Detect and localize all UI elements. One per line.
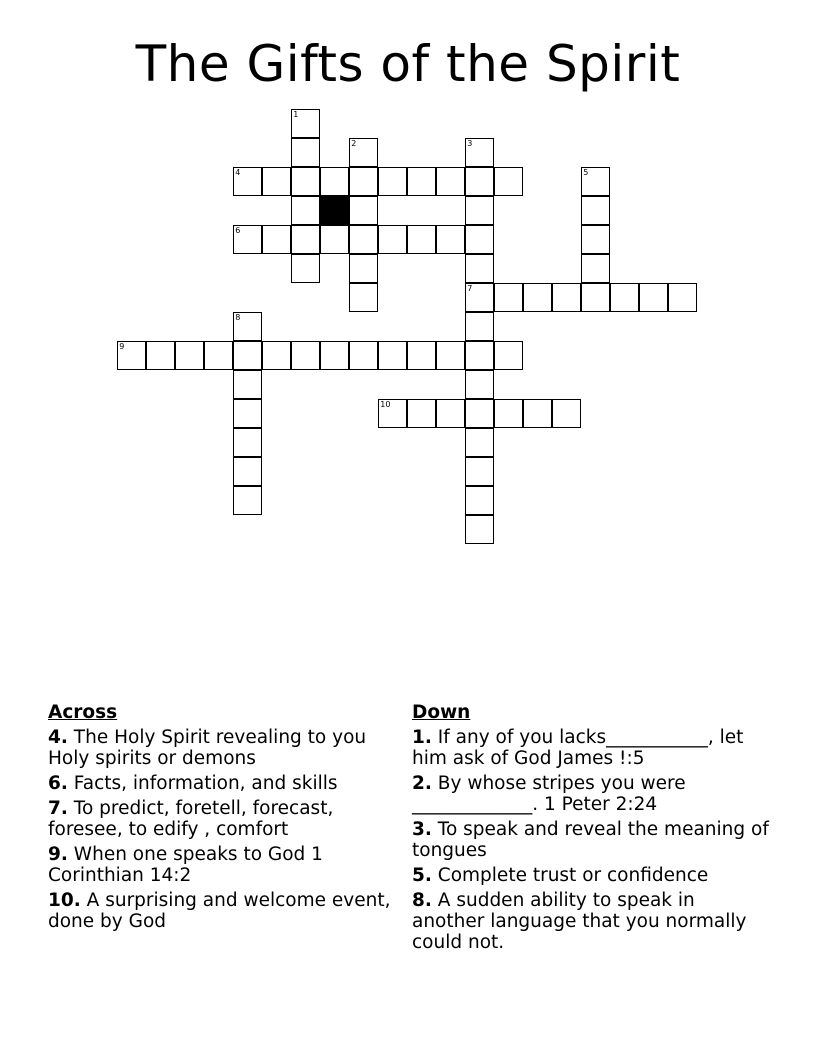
clue-number: 6.: [48, 773, 68, 794]
grid-cell[interactable]: [494, 341, 523, 370]
grid-cell[interactable]: [436, 341, 465, 370]
grid-cell[interactable]: [233, 341, 262, 370]
clue-across-4: [48, 727, 398, 769]
grid-cell[interactable]: [494, 283, 523, 312]
grid-cell[interactable]: [407, 399, 436, 428]
grid-cell[interactable]: [175, 341, 204, 370]
grid-cell[interactable]: [581, 196, 610, 225]
grid-cell[interactable]: [465, 254, 494, 283]
grid-cell[interactable]: [233, 370, 262, 399]
grid-cell[interactable]: [378, 167, 407, 196]
grid-cell[interactable]: [668, 283, 697, 312]
grid-cell[interactable]: [378, 399, 407, 428]
grid-cell[interactable]: [291, 225, 320, 254]
across-clues: [48, 702, 398, 936]
clue-across-6: [48, 773, 398, 794]
grid-cell[interactable]: [349, 341, 378, 370]
grid-cell[interactable]: [465, 196, 494, 225]
grid-cell[interactable]: [465, 283, 494, 312]
clue-down-8: [412, 890, 772, 953]
grid-cell[interactable]: [465, 225, 494, 254]
grid-cell[interactable]: [349, 196, 378, 225]
clue-number: 1.: [412, 727, 432, 748]
grid-cell[interactable]: [117, 341, 146, 370]
clue-number: 4.: [48, 727, 68, 748]
grid-cell[interactable]: [291, 138, 320, 167]
clue-number: 8.: [412, 890, 432, 911]
grid-cell[interactable]: [465, 399, 494, 428]
black-cell: [320, 196, 349, 225]
grid-cell[interactable]: [581, 225, 610, 254]
grid-cell[interactable]: [233, 457, 262, 486]
grid-cell[interactable]: [465, 370, 494, 399]
clue-number: 3.: [412, 819, 432, 840]
grid-cell[interactable]: [407, 167, 436, 196]
clue-text: Facts, information, and skills: [73, 773, 338, 794]
down-clues: [412, 702, 772, 957]
clue-text: When one speaks to God 1 Corinthian 14:2: [48, 844, 323, 886]
clue-text: To speak and reveal the meaning of tongues: [412, 819, 769, 861]
grid-cell[interactable]: [523, 283, 552, 312]
clue-text: To predict, foretell, forecast, foresee, to edify , comfort: [48, 798, 334, 840]
grid-cell[interactable]: [378, 341, 407, 370]
grid-cell[interactable]: [233, 399, 262, 428]
clue-number: 7.: [48, 798, 68, 819]
grid-cell[interactable]: [436, 225, 465, 254]
grid-cell[interactable]: [320, 167, 349, 196]
grid-cell[interactable]: [262, 167, 291, 196]
across-heading: Across: [48, 702, 118, 723]
grid-cell[interactable]: [436, 399, 465, 428]
grid-cell[interactable]: [233, 225, 262, 254]
grid-cell[interactable]: [146, 341, 175, 370]
clue-text: A sudden ability to speak in another language that you normally could not.: [412, 890, 747, 953]
grid-cell[interactable]: [349, 167, 378, 196]
grid-cell[interactable]: [291, 341, 320, 370]
grid-cell[interactable]: [320, 225, 349, 254]
grid-cell[interactable]: [610, 283, 639, 312]
clue-number-label: 7: [467, 284, 473, 294]
clue-number-label: 1: [293, 110, 299, 120]
grid-cell[interactable]: [233, 486, 262, 515]
grid-cell[interactable]: [465, 312, 494, 341]
grid-cell[interactable]: [581, 283, 610, 312]
grid-cell[interactable]: [349, 283, 378, 312]
grid-cell[interactable]: [349, 225, 378, 254]
grid-cell[interactable]: [552, 399, 581, 428]
clue-number-label: 5: [583, 168, 589, 178]
grid-cell[interactable]: [291, 254, 320, 283]
grid-cell[interactable]: [262, 341, 291, 370]
grid-cell[interactable]: [291, 109, 320, 138]
grid-cell[interactable]: [465, 167, 494, 196]
grid-cell[interactable]: [407, 341, 436, 370]
clue-number: 9.: [48, 844, 68, 865]
grid-cell[interactable]: [465, 457, 494, 486]
clue-across-7: [48, 798, 398, 840]
grid-cell[interactable]: [204, 341, 233, 370]
grid-cell[interactable]: [320, 341, 349, 370]
clue-text: Complete trust or confidence: [437, 865, 709, 886]
grid-cell[interactable]: [494, 399, 523, 428]
grid-cell[interactable]: [581, 167, 610, 196]
clue-text: If any of you lacks___________, let him ask of God James !:5: [412, 727, 744, 769]
grid-cell[interactable]: [349, 138, 378, 167]
grid-cell[interactable]: [639, 283, 668, 312]
grid-cell[interactable]: [349, 254, 378, 283]
puzzle-title: The Gifts of the Spirit: [135, 35, 681, 93]
grid-cell[interactable]: [494, 167, 523, 196]
clue-down-3: [412, 819, 772, 861]
clue-down-1: [412, 727, 772, 769]
grid-cell[interactable]: [552, 283, 581, 312]
clue-text: By whose stripes you were _____________. 1 Peter 2:24: [412, 773, 686, 815]
clue-number: 10.: [48, 890, 81, 911]
clue-number-label: 10: [380, 400, 391, 410]
clue-down-5: [412, 865, 772, 886]
clue-number-label: 3: [467, 139, 473, 149]
grid-cell[interactable]: [465, 138, 494, 167]
clue-text: The Holy Spirit revealing to you Holy spirits or demons: [48, 727, 367, 769]
grid-cell[interactable]: [291, 167, 320, 196]
clue-across-10: [48, 890, 398, 932]
grid-cell[interactable]: [465, 428, 494, 457]
grid-cell[interactable]: [465, 486, 494, 515]
grid-cell[interactable]: [581, 254, 610, 283]
clue-number-label: 4: [235, 168, 241, 178]
grid-cell[interactable]: [523, 399, 552, 428]
down-heading: Down: [412, 702, 471, 723]
grid-cell[interactable]: [465, 341, 494, 370]
grid-cell[interactable]: [465, 515, 494, 544]
clue-number-label: 9: [119, 342, 125, 352]
grid-cell[interactable]: [233, 167, 262, 196]
clue-text: A surprising and welcome event, done by God: [48, 890, 391, 932]
clue-number-label: 6: [235, 226, 241, 236]
clue-number: 5.: [412, 865, 432, 886]
grid-cell[interactable]: [233, 428, 262, 457]
grid-cell[interactable]: [436, 167, 465, 196]
grid-cell[interactable]: [262, 225, 291, 254]
grid-cell[interactable]: [378, 225, 407, 254]
clue-across-9: [48, 844, 398, 886]
clue-number-label: 2: [351, 139, 357, 149]
clue-number-label: 8: [235, 313, 241, 323]
grid-cell[interactable]: [407, 225, 436, 254]
grid-cell[interactable]: [233, 312, 262, 341]
clue-down-2: [412, 773, 772, 815]
clue-number: 2.: [412, 773, 432, 794]
grid-cell[interactable]: [291, 196, 320, 225]
